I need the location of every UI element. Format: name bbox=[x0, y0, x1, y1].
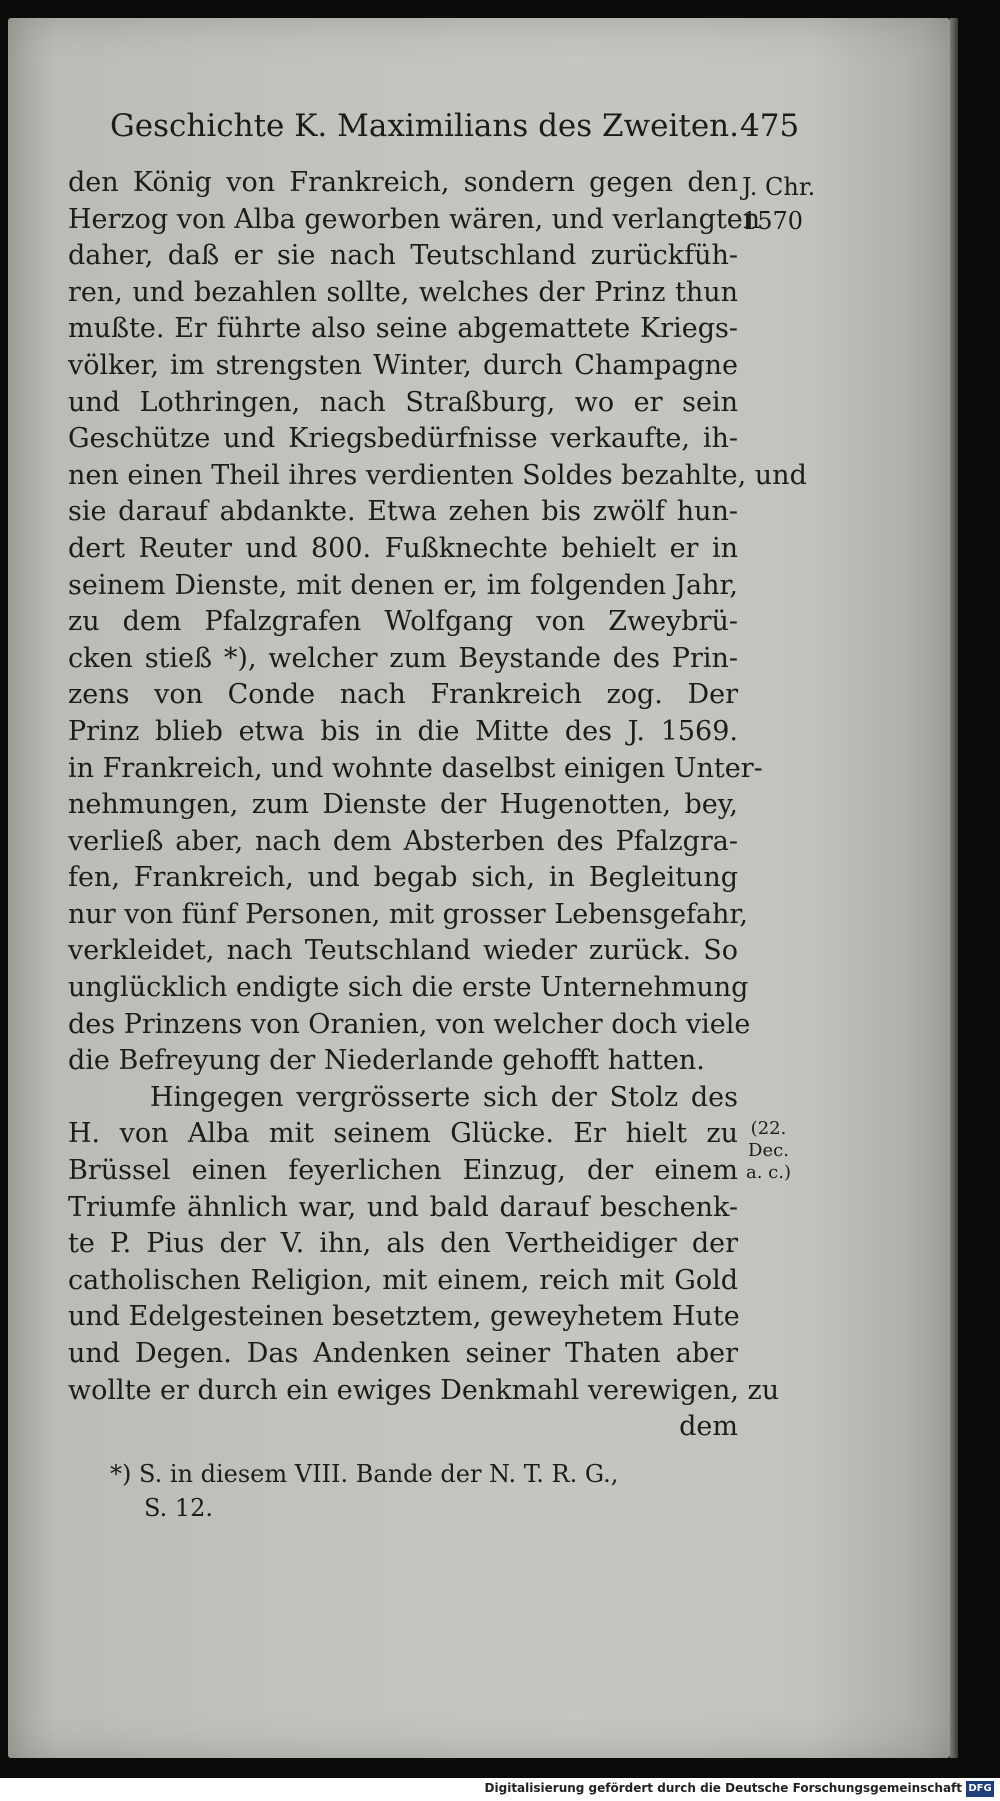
footnote-line: *) S. in diesem VIII. Bande der N. T. R. G., bbox=[110, 1460, 619, 1488]
text-line: Geschütze und Kriegsbedürfnisse verkaufte, ih- bbox=[68, 423, 738, 455]
page-edge bbox=[950, 18, 958, 1758]
text-line: nur von fünf Personen, mit grosser Lebensgefahr, bbox=[68, 898, 748, 930]
text-line: dert Reuter und 800. Fußknechte behielt er in bbox=[68, 532, 738, 564]
text-line: sie darauf abdankte. Etwa zehen bis zwölf hun- bbox=[68, 496, 738, 528]
footer-credit: Digitalisierung gefördert durch die Deutsche Forschungsgemeinschaft bbox=[484, 1781, 962, 1795]
text-line: seinem Dienste, mit denen er, im folgenden Jahr, bbox=[68, 569, 738, 601]
text-line: und Edelgesteinen besetztem, geweyhetem Hute bbox=[68, 1301, 740, 1333]
footnote-line: S. 12. bbox=[144, 1494, 214, 1522]
text-line: unglücklich endigte sich die erste Unternehmung bbox=[68, 972, 749, 1004]
text-line: Prinz blieb etwa bis in die Mitte des J. 1569. bbox=[68, 715, 738, 747]
text-line: verließ aber, nach dem Absterben des Pfalzgra- bbox=[68, 825, 738, 857]
text-line: völker, im strengsten Winter, durch Champagne bbox=[68, 349, 738, 381]
running-title: Geschichte K. Maximilians des Zweiten. bbox=[110, 108, 739, 144]
text-line: wollte er durch ein ewiges Denkmahl verewigen, zu bbox=[68, 1374, 780, 1406]
text-line: in Frankreich, und wohnte daselbst einigen Unter- bbox=[68, 752, 763, 784]
margin-note-line: J. Chr. bbox=[742, 173, 816, 201]
text-line: die Befreyung der Niederlande gehofft hatten. bbox=[68, 1045, 705, 1077]
text-line: nehmungen, zum Dienste der Hugenotten, bey, bbox=[68, 789, 738, 821]
catchword: dem bbox=[679, 1411, 738, 1443]
text-line: te P. Pius der V. ihn, als den Vertheidiger der bbox=[68, 1228, 738, 1260]
text-line: des Prinzens von Oranien, von welcher doch viele bbox=[68, 1008, 751, 1040]
page-number: 475 bbox=[740, 108, 800, 144]
text-line: ren, und bezahlen sollte, welches der Prinz thun bbox=[68, 276, 738, 308]
margin-note-date bbox=[746, 1118, 791, 1184]
text-line: fen, Frankreich, und begab sich, in Begleitung bbox=[68, 862, 738, 894]
text-line: den König von Frankreich, sondern gegen den bbox=[68, 167, 738, 198]
text-line: mußte. Er führte also seine abgemattete Kriegs- bbox=[68, 313, 738, 345]
text-line: nen einen Theil ihres verdienten Soldes bezahlte, und bbox=[68, 459, 807, 491]
text-line: H. von Alba mit seinem Glücke. Er hielt zu bbox=[68, 1118, 738, 1150]
text-line: Hingegen vergrösserte sich der Stolz des bbox=[150, 1081, 738, 1113]
margin-note-line: 1570 bbox=[742, 207, 804, 235]
dfg-logo: DFG bbox=[966, 1781, 994, 1797]
text-line: cken stieß *), welcher zum Beystande des Prin- bbox=[68, 642, 738, 674]
text-line: daher, daß er sie nach Teutschland zurückfüh- bbox=[68, 240, 738, 272]
digitization-footer bbox=[0, 1778, 1000, 1801]
text-line: Triumfe ähnlich war, und bald darauf beschenk- bbox=[68, 1191, 738, 1223]
margin-note-line: Dec. bbox=[748, 1140, 789, 1161]
text-line: zu dem Pfalzgrafen Wolfgang von Zweybrü- bbox=[68, 606, 738, 638]
text-line: und Degen. Das Andenken seiner Thaten aber bbox=[68, 1338, 738, 1369]
text-line: Brüssel einen feyerlichen Einzug, der einem bbox=[68, 1155, 738, 1187]
text-line: Herzog von Alba geworben wären, und verlangten bbox=[68, 203, 761, 235]
text-line: und Lothringen, nach Straßburg, wo er sein bbox=[68, 386, 738, 418]
text-line: verkleidet, nach Teutschland wieder zurück. So bbox=[68, 935, 738, 967]
text-line: zens von Conde nach Frankreich zog. Der bbox=[68, 679, 738, 711]
margin-note-line: a. c.) bbox=[746, 1162, 791, 1183]
footnote bbox=[110, 1457, 750, 1525]
margin-note-line: (22. bbox=[750, 1118, 787, 1139]
text-line: catholischen Religion, mit einem, reich mit Gold bbox=[68, 1264, 738, 1296]
